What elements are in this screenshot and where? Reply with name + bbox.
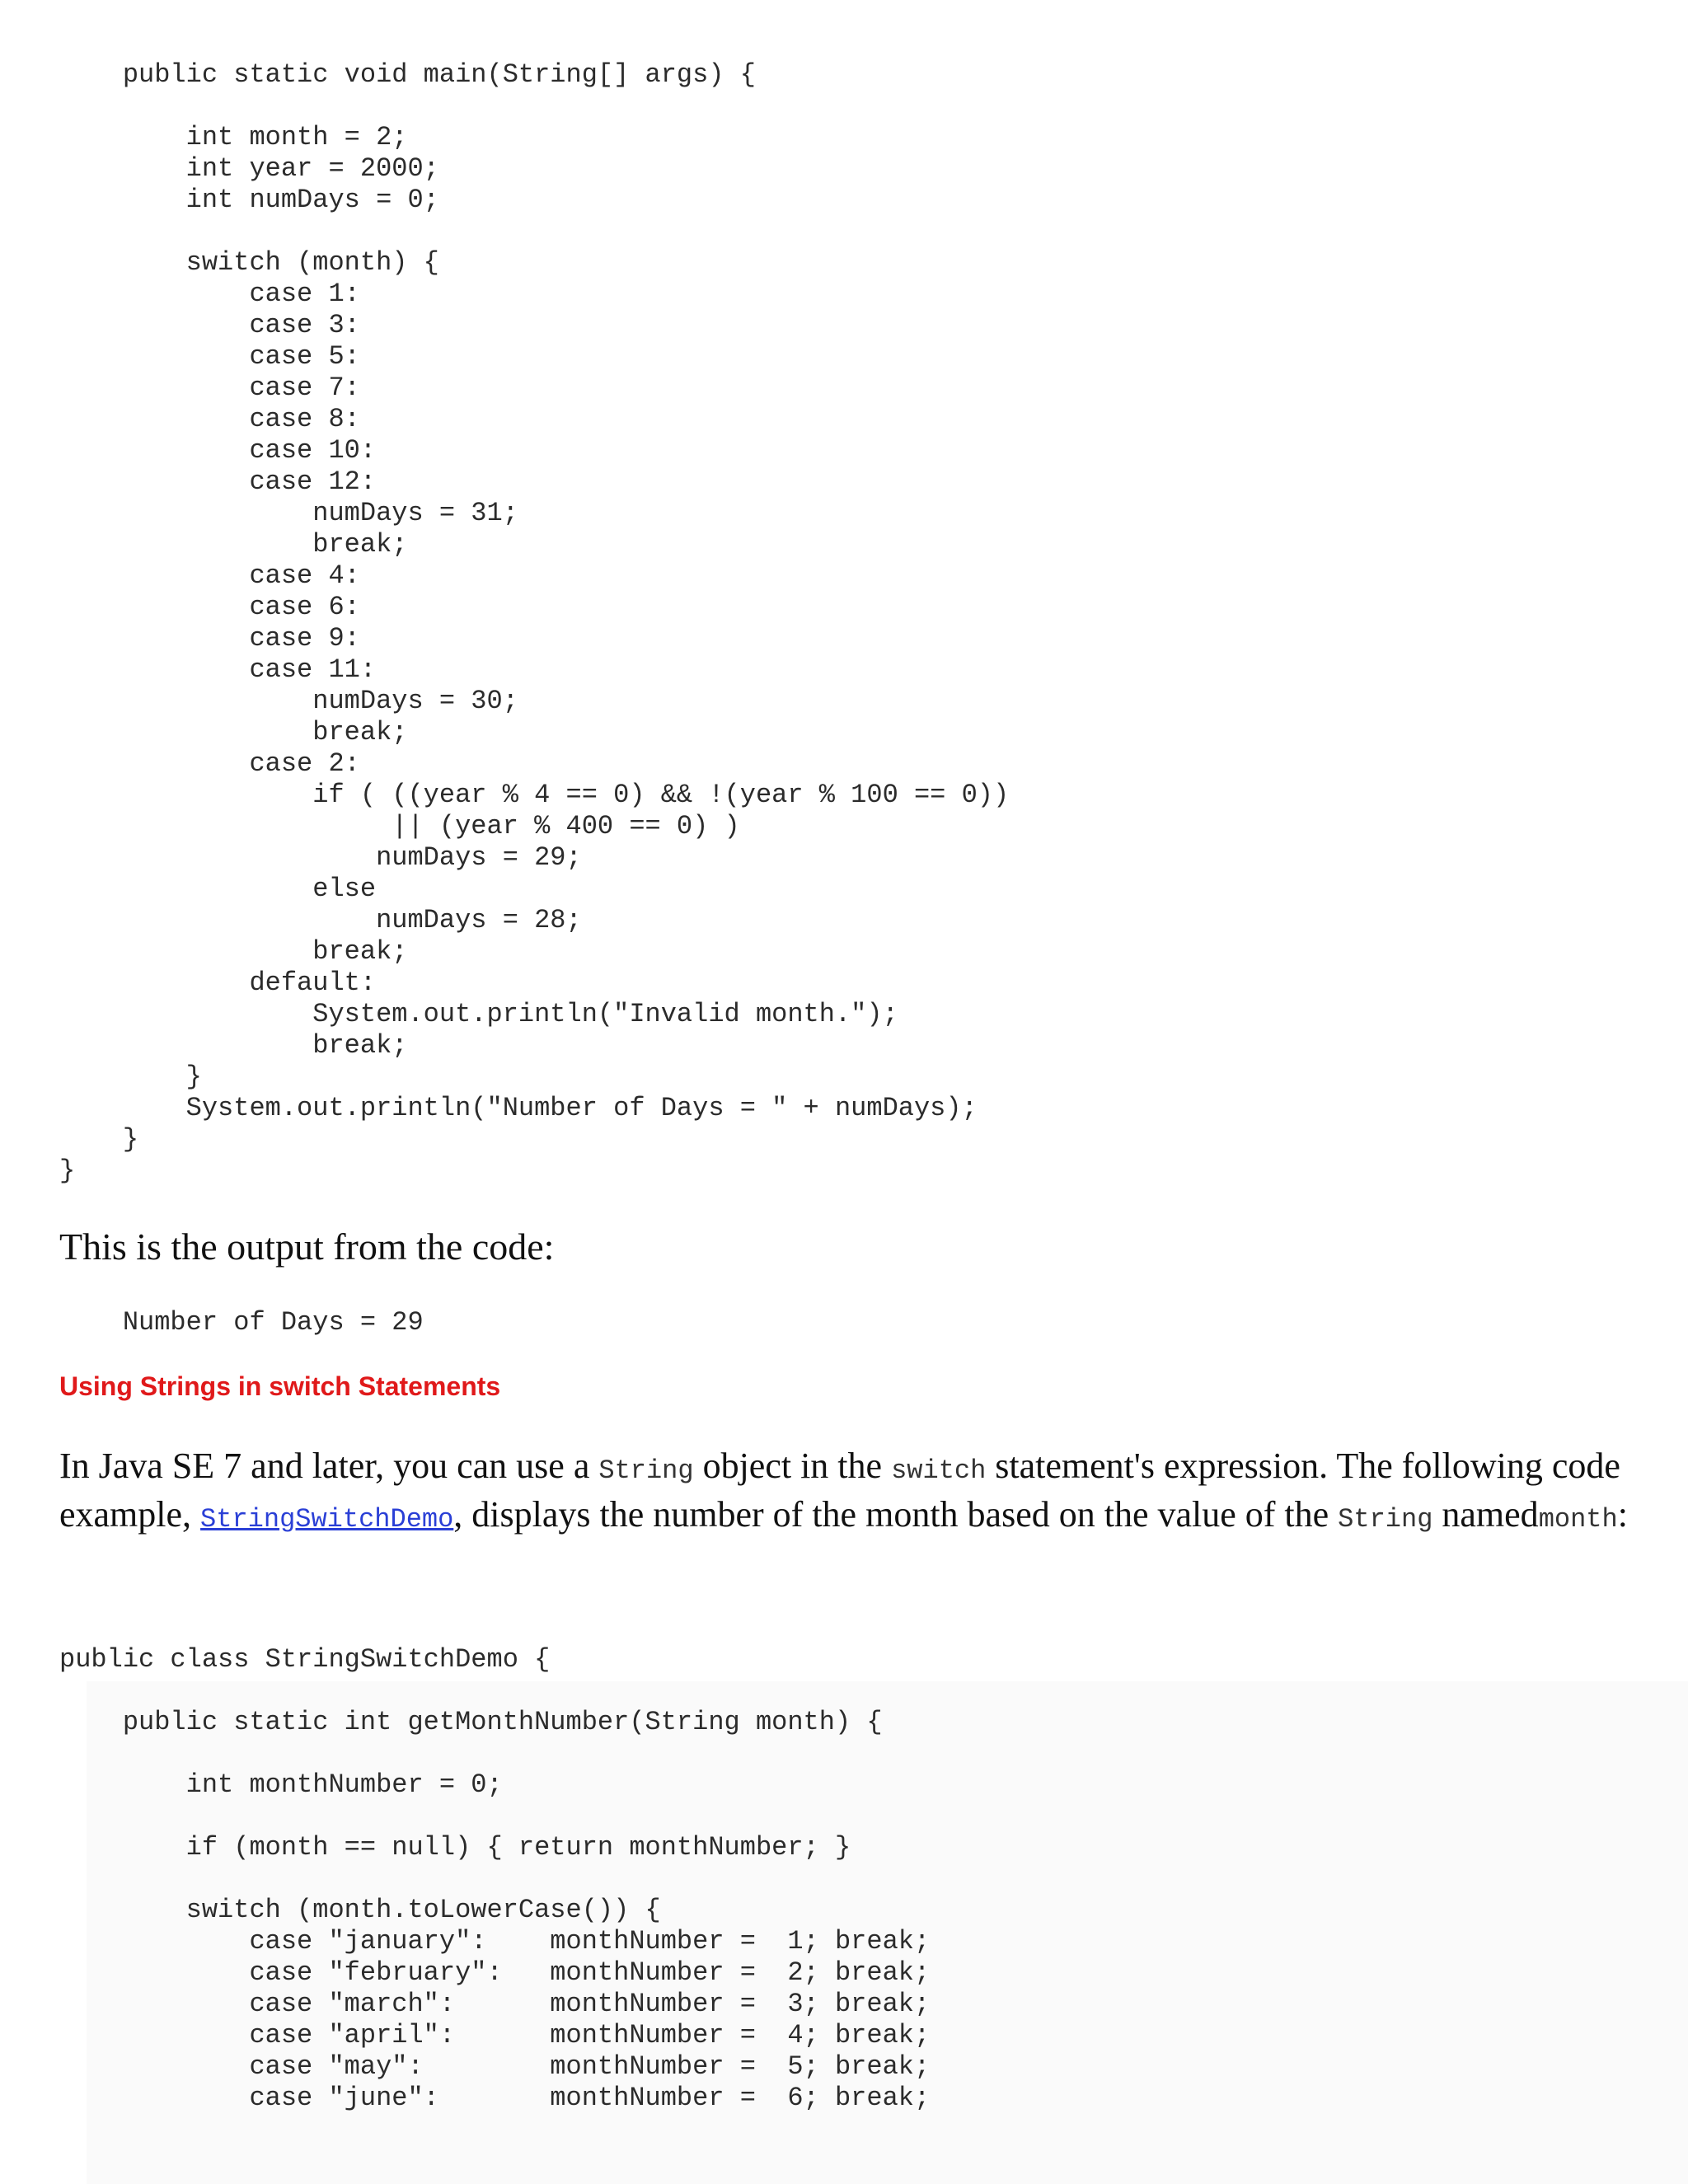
string-switch-demo-link[interactable]: StringSwitchDemo — [200, 1504, 454, 1535]
code-line: case "april": monthNumber = 4; break; — [59, 2020, 931, 2050]
code-line: public class StringSwitchDemo { — [59, 1644, 551, 1675]
code-line: case 11: — [59, 654, 377, 685]
code-line: break; — [59, 1030, 408, 1061]
code-line: switch (month) { — [59, 247, 439, 278]
inline-code-switch: switch — [891, 1455, 987, 1486]
code-line: Number of Days = 29 — [59, 1307, 424, 1338]
code-line: case 3: — [59, 310, 360, 340]
code-line: } — [59, 1124, 139, 1155]
code-line: numDays = 30; — [59, 686, 518, 716]
code-line: case "february": monthNumber = 2; break; — [59, 1957, 931, 1988]
intro-paragraph — [59, 1444, 1642, 1541]
code-line: break; — [59, 936, 408, 967]
code-line — [59, 1675, 930, 1707]
code-line — [59, 1738, 930, 1769]
code-line: numDays = 29; — [59, 842, 582, 873]
code-line: } — [59, 1062, 202, 1092]
intro-text-4: , displays the number of the month based on the value of the — [453, 1494, 1339, 1535]
code-line: if (month == null) { return monthNumber; } — [59, 1832, 851, 1863]
section-heading: Using Strings in switch Statements — [59, 1371, 501, 1401]
output-intro-text: This is the output from the code: — [59, 1226, 555, 1268]
intro-text-2: object in the — [693, 1446, 892, 1486]
code-line — [59, 216, 1009, 247]
code-line: switch (month.toLowerCase()) { — [59, 1895, 661, 1925]
code-line: case 9: — [59, 623, 360, 654]
code-line: case 4: — [59, 560, 360, 591]
inline-code-string-2: String — [1338, 1504, 1433, 1535]
inline-code-string: String — [598, 1455, 694, 1486]
code-line: case 1: — [59, 279, 360, 309]
code-line: default: — [59, 968, 377, 998]
intro-text-3: statement's expression. The following code example, — [59, 1446, 1620, 1535]
code-line: public static void main(String[] args) { — [59, 59, 756, 90]
code-line: numDays = 31; — [59, 498, 518, 528]
code-line: case "january": monthNumber = 1; break; — [59, 1926, 931, 1957]
code-line: int monthNumber = 0; — [59, 1769, 503, 1800]
code-line: case 5: — [59, 341, 360, 372]
code-line: case 6: — [59, 592, 360, 622]
intro-text-5: named — [1432, 1494, 1539, 1535]
code-line: case 12: — [59, 466, 377, 497]
code-line: case "may": monthNumber = 5; break; — [59, 2051, 931, 2082]
code-line — [59, 1801, 930, 1832]
intro-text-1: In Java SE 7 and later, you can use a — [59, 1446, 599, 1486]
code-line: if ( ((year % 4 == 0) && !(year % 100 == 0)) — [59, 780, 1010, 810]
code-line: int year = 2000; — [59, 153, 439, 184]
code-line: int month = 2; — [59, 122, 408, 152]
code-block-main-method — [59, 59, 1009, 1187]
code-line: public static int getMonthNumber(String month) { — [59, 1707, 883, 1737]
code-line — [59, 91, 1009, 122]
code-line: || (year % 400 == 0) ) — [59, 811, 740, 841]
code-line: case 10: — [59, 435, 377, 466]
code-line: System.out.println("Invalid month."); — [59, 999, 898, 1029]
inline-code-month: month — [1538, 1504, 1618, 1535]
code-line: numDays = 28; — [59, 905, 582, 935]
code-line: case 2: — [59, 748, 360, 779]
code-line: case "june": monthNumber = 6; break; — [59, 2083, 931, 2113]
code-line: case 8: — [59, 404, 360, 434]
code-line: break; — [59, 717, 408, 748]
code-block-output — [59, 1307, 424, 1338]
code-line: System.out.println("Number of Days = " + numDays); — [59, 1093, 978, 1123]
code-line: case 7: — [59, 373, 360, 403]
code-block-string-switch-demo — [59, 1644, 930, 2114]
code-line: case "march": monthNumber = 3; break; — [59, 1989, 931, 2019]
code-line: break; — [59, 529, 408, 560]
intro-text-6: : — [1617, 1494, 1628, 1535]
code-line: } — [59, 1155, 76, 1186]
code-line — [59, 1863, 930, 1895]
code-line: int numDays = 0; — [59, 185, 439, 215]
code-line: else — [59, 874, 377, 904]
